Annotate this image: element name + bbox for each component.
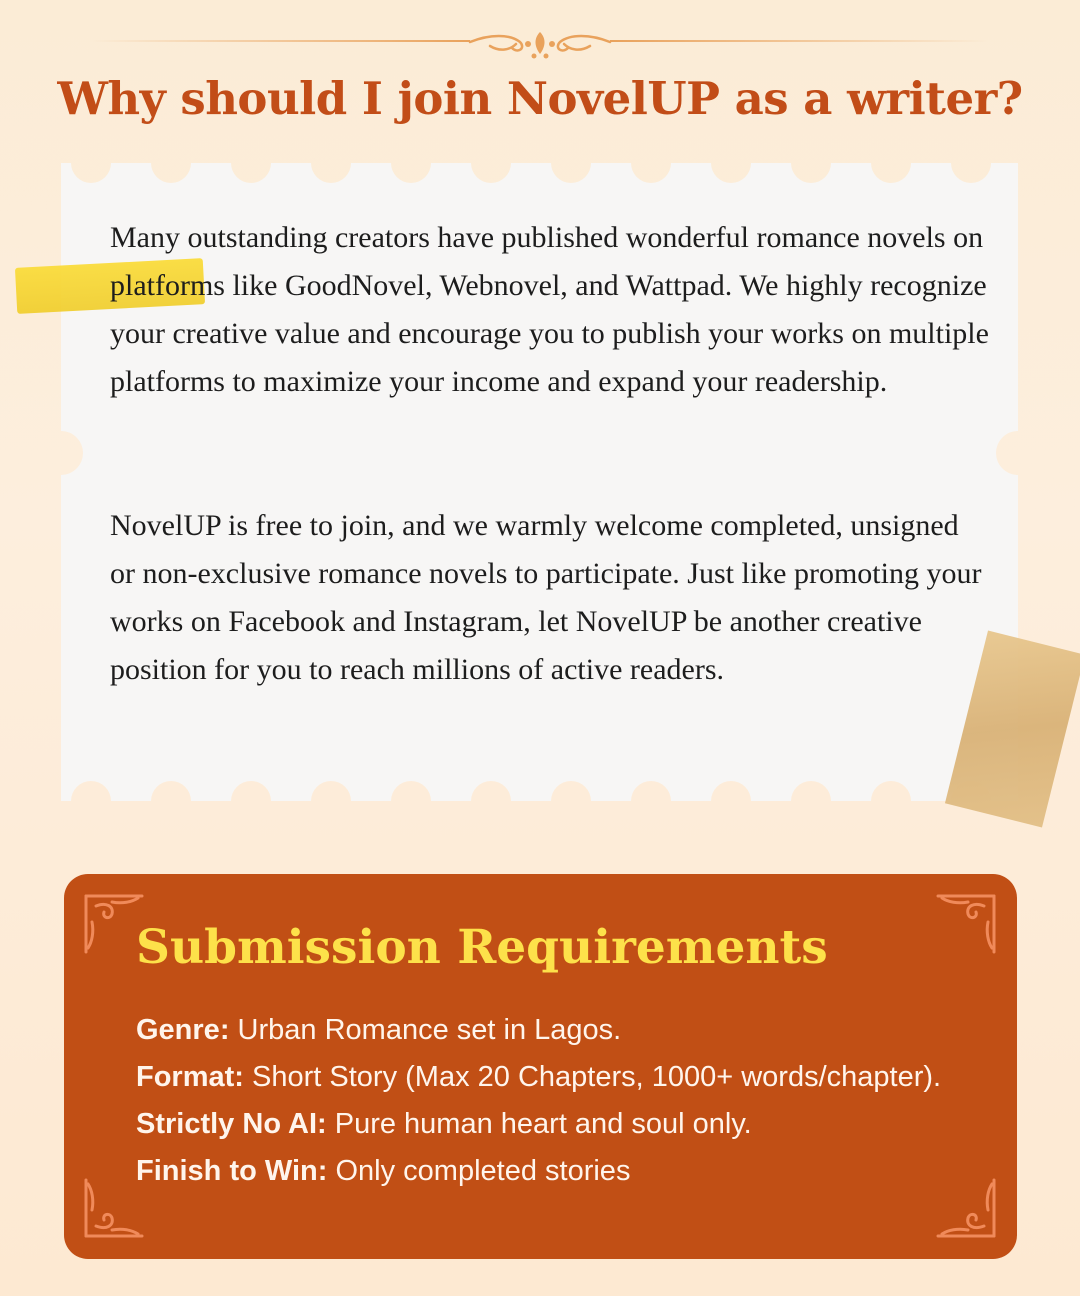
corner-ornament-icon	[928, 892, 998, 962]
divider-right	[610, 40, 990, 42]
intro-paragraph-2: NovelUP is free to join, and we warmly welcome completed, unsigned or non-exclusive romance novels to participate. Just like promoting your works on Facebook and Instagram, let NovelUP be another creative position for you to reach millions of active readers.	[110, 509, 982, 686]
intro-paragraph-1: Many outstanding creators have published wonderful romance novels on platforms like GoodNovel, Webnovel, and Wattpad. We highly recognize your creative value and encourage you to publish your works on multiple platforms to maximize your income and expand your readership.	[110, 221, 989, 398]
page-heading: Why should I join NovelUP as a writer?	[57, 72, 1023, 125]
requirement-label: Format:	[136, 1061, 244, 1093]
requirements-title: Submission Requirements	[136, 920, 828, 975]
list-item	[136, 1101, 941, 1148]
list-item	[136, 1054, 941, 1101]
requirement-label: Genre:	[136, 1014, 230, 1046]
flourish-ornament-icon	[460, 24, 620, 64]
requirements-list	[136, 1007, 941, 1195]
requirement-text: Pure human heart and soul only.	[334, 1108, 752, 1140]
requirement-text: Urban Romance set in Lagos.	[237, 1014, 622, 1046]
requirement-label: Strictly No AI:	[136, 1108, 327, 1140]
requirement-label: Finish to Win:	[136, 1155, 328, 1187]
divider-left	[90, 40, 470, 42]
requirement-text: Only completed stories	[335, 1155, 631, 1187]
list-item	[136, 1007, 941, 1054]
requirement-text: Short Story (Max 20 Chapters, 1000+ words/chapter).	[252, 1061, 942, 1093]
list-item	[136, 1148, 941, 1195]
